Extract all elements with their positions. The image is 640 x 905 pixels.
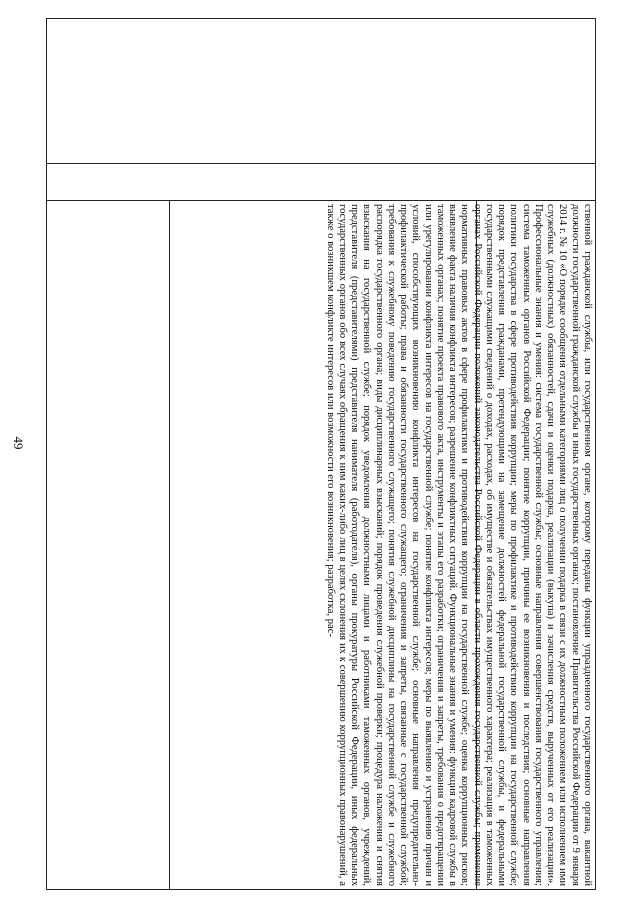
rotated-table-row — [44, 200, 596, 890]
table-row-divider — [46, 163, 596, 164]
table-column-divider — [169, 200, 170, 890]
table-border-top — [46, 18, 596, 19]
requirements-text: ственной гражданской службы, или государственном органе, которому переданы функции упраздненного государственного органа, вакантной должности государственной гражданской службы в иных государственных органах; постановление Правительства Российской Федерации от 9 января 2014 г. № 10 «О порядке сообщения отдельными категориями лиц о получении подарка в связи с их должностным положением или исполнением ими служебных (должностных) обязанностей, сдачи и оценки подарка, реализации (выкупа) и зачисления средств, вырученных от его реализации». Профессиональные знания и умения: система государственной службы; основные направления совершенствования государственного управления; система таможенных органов Российской Федерации; понятие коррупции, причины ее возникновения и последствия; основные направления политики государства в сфере противодействия коррупции; меры по профилактике и противодействию коррупции на государственной службе; порядок представления гражданами, претендующими на замещение должностей федеральной государственной службы, и федеральными государственными служащими сведений о доходах, расходах, об имуществе и обязательствах имущественного характера; реализация в таможенных органах Российской Федерации положений законодательства Российской Федерации в области прохождения государственной службы; применение нормативных правовых актов в сфере профилактики и противодействия коррупции на государственной службе; оценка коррупционных рисков; выявление факта наличия конфликта интересов; разрешение конфликтных ситуаций. Функциональные знания и умения: функция кадровой службы в таможенных органах; понятие проекта правового акта, инструменты и этапы его разработки; ограничения и запреты, требования о предотвращении или урегулировании конфликта интересов на государственной службе; понятие конфликта интересов; меры по выявлению и устранению причин и условий, способствующих возникновению конфликта интересов на государственной службе; основные направления предупредительно-профилактической работы; права и обязанности государственного служащего; ограничения и запреты, связанные с государственной службой; требования к служебному поведению государственного служащего; понятия служебной дисциплины на государственной службе и служебного распорядка государственного органа; виды дисциплинарных взысканий; порядок проведения служебной проверки; процедура наложения и снятия взыскания на государственной службе; порядок уведомления должностными лицами и работниками таможенных органов, учреждений, представителя (представителями) представителя нанимателя (работодателя), органы прокуратуры Российской Федерации, иных федеральных государственных органов обо всех случаях обращения к ним каких-либо лиц в целях склонения их к совершению коррупционных правонарушений, а также о возникшем конфликте интересов или возможности его возникновения; разработка, рас- — [324, 204, 593, 886]
page-number: 49 — [11, 436, 26, 450]
